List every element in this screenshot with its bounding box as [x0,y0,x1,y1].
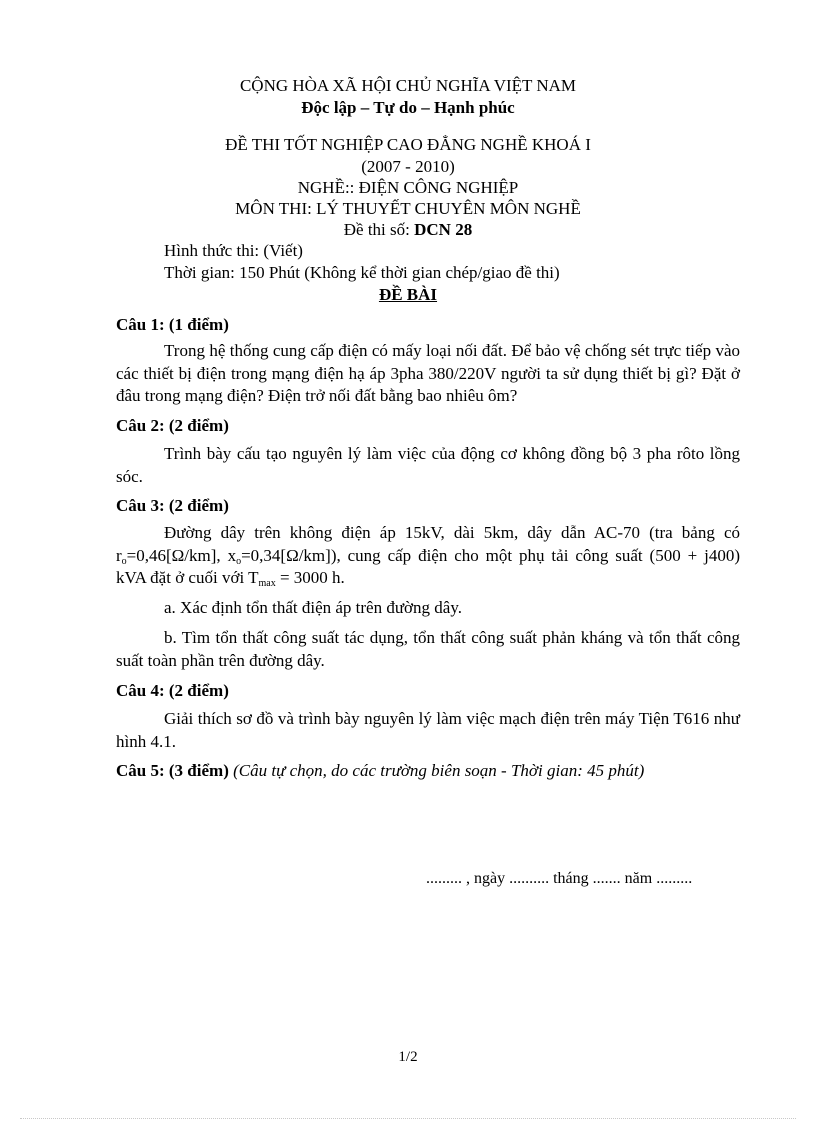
q3-part-b: b. Tìm tổn thất công suất tác dụng, tổn thất công suất phản kháng và tổn thất công suất toàn phần trên đường dây. [116,628,740,670]
q5-heading: Câu 5: (3 điểm) [116,761,229,780]
motto: Độc lập – Tự do – Hạnh phúc [301,98,515,117]
exam-time: Thời gian: 150 Phút (Không kể thời gian chép/giao đề thi) [164,263,560,282]
q3-heading: Câu 3: (2 điểm) [116,496,229,515]
subscript-max: max [258,578,276,589]
exam-code-label: Đề thi số: [343,220,415,239]
q1-heading: Câu 1: (1 điểm) [116,315,229,334]
country-header: CỘNG HÒA XÃ HỘI CHỦ NGHĨA VIỆT NAM [239,76,577,95]
exam-code [68,220,748,240]
page-edge-divider [20,1118,796,1119]
exam-form: Hình thức thi: (Viết) [164,241,303,260]
q3-text: Đường dây trên không điện áp 15kV, dài 5km, dây dẫn AC-70 (tra bảng có $r_o=0,46[\Omega/km]$, $x_o=0,34[\Omega/km]$), cung cấp điện cho một phụ tải công suất (500 + j400) kVA đặt ở cuối với $T_{max} = 3000$ h. [116,523,740,589]
page-number: 1/2 [398,1049,418,1065]
q2-heading: Câu 2: (2 điểm) [116,416,229,435]
q4-text: Giải thích sơ đồ và trình bày nguyên lý làm việc mạch điện trên máy Tiện T616 như hình 4.1. [116,709,740,751]
q5-line [116,761,644,781]
q2-text: Trình bày cấu tạo nguyên lý làm việc của động cơ không đồng bộ 3 pha rôto lồng sóc. [116,444,740,486]
date-line: ......... , ngày .......... tháng ....... năm ......... [426,870,693,887]
q5-note: (Câu tự chọn, do các trường biên soạn - Thời gian: 45 phút) [228,761,645,780]
q3-part-a: a. Xác định tổn thất điện áp trên đường dây. [164,598,462,617]
exam-title: ĐỀ THI TỐT NGHIỆP CAO ĐẲNG NGHỀ KHOÁ I [225,135,591,154]
exam-subject: MÔN THI: LÝ THUYẾT CHUYÊN MÔN NGHỀ [235,199,581,218]
q1-text: Trong hệ thống cung cấp điện có mấy loại nối đất. Để bảo vệ chống sét trực tiếp vào các thiết bị điện trong mạng điện hạ áp 3pha 380/220V người ta sử dụng thiết bị gì? Đặt ở đâu trong mạng điện? Điện trở nối đất bằng bao nhiêu ôm? [116,341,740,405]
exam-profession: NGHỀ:: ĐIỆN CÔNG NGHIỆP [297,178,519,197]
q4-heading: Câu 4: (2 điểm) [116,681,229,700]
exam-years: (2007 - 2010) [361,157,455,176]
subscript-o: o [121,555,127,567]
subscript-o: o [236,555,242,567]
exam-code-value: DCN 28 [414,220,473,239]
section-title: ĐỀ BÀI [378,285,438,304]
